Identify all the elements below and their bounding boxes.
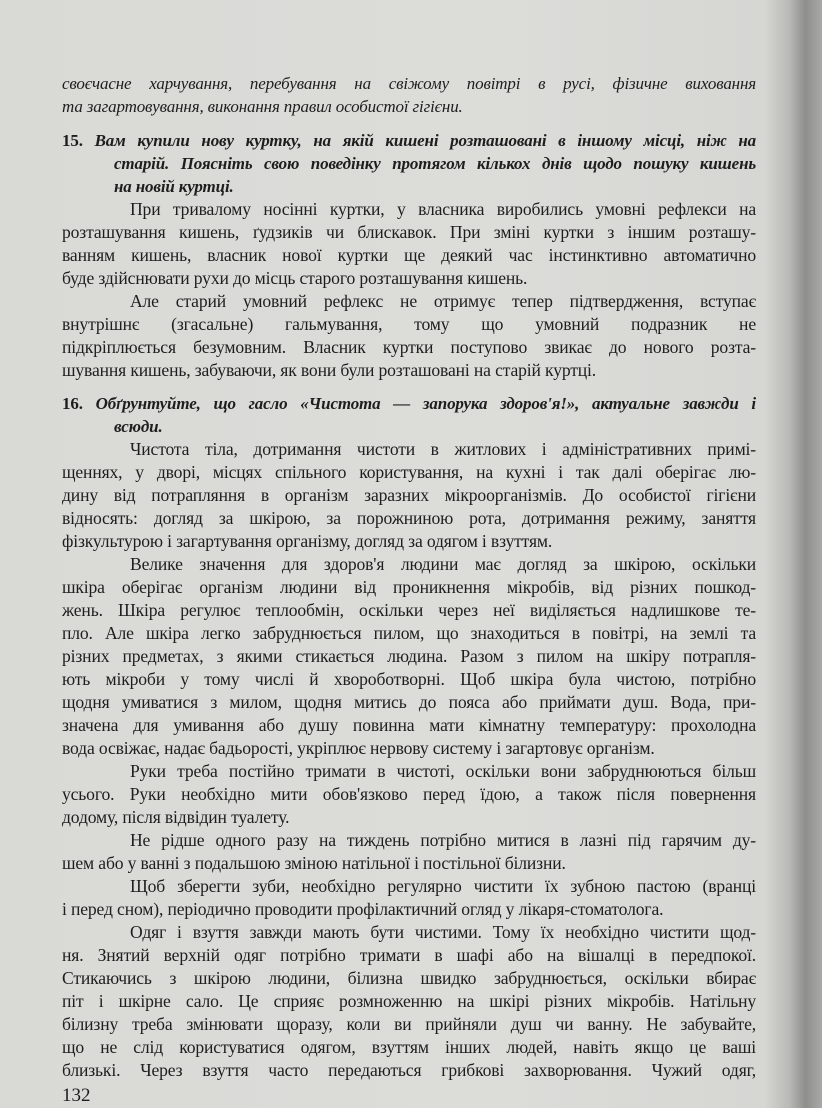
textbook-page: [62, 72, 756, 1108]
text-line: Не рідше одного разу на тиждень потрібно митися в лазні під гарячим ду-: [130, 830, 756, 850]
text-line: піт і шкірне сало. Це сприяє розмноженню на шкірі різних мікробів. Натільну: [62, 991, 756, 1011]
paragraph: [62, 921, 756, 1082]
paragraph: [62, 875, 756, 921]
answer-16: [62, 438, 756, 1082]
paragraph: [62, 829, 756, 875]
text-line: фізкультурою і загартування організму, догляд за одягом і взуттям.: [62, 531, 553, 551]
text-line: буде здійснювати рухи до місць старого розташування кишень.: [62, 268, 528, 288]
intro-text: [62, 72, 756, 118]
text-line: жень. Шкіра регулює теплообмін, оскільки через неї виділяється надлишкове те-: [62, 600, 756, 620]
text-line: пло. Але шкіра легко забруднюється пилом, що знаходиться в повітрі, на землі та: [62, 623, 756, 643]
text-line: Руки треба постійно тримати в чистоті, оскільки вони забруднюються більш: [130, 761, 756, 781]
text-line: і перед сном), періодично проводити профілактичний огляд у лікаря-стоматолога.: [62, 899, 664, 919]
text-line: вода освіжає, надає бадьорості, укріплює нервову систему і загартовує організм.: [62, 738, 655, 758]
text-line: щодня умиватися з милом, щодня митись до пояса або приймати душ. Вода, при-: [62, 692, 756, 712]
paragraph: [62, 760, 756, 829]
text-line: різних предметах, з якими стикається людина. Разом з пилом на шкіру потрапля-: [62, 646, 756, 666]
text-line: Велике значення для здоров'я людини має догляд за шкірою, оскільки: [130, 554, 756, 574]
text-line: білизну треба змінювати щоразу, коли ви прийняли душ чи ванну. Не забувайте,: [62, 1014, 756, 1034]
page-number: 132: [62, 1085, 91, 1106]
question-number: 15.: [62, 131, 83, 150]
question-number: 16.: [62, 394, 83, 413]
text-line: ють мікроби у тому числі й хвороботворні. Щоб шкіра була чистою, потрібно: [62, 669, 756, 689]
text-line: Стикаючись з шкірою людини, білизна швидко забруднюється, оскільки вбирає: [62, 968, 756, 988]
text-line: Одяг і взуття завжди мають бути чистими. Тому їх необхідно чистити щод-: [130, 922, 756, 942]
text-line: При тривалому носінні куртки, у власника виробились умовні рефлекси на: [130, 199, 756, 219]
text-line: що не слід користуватися одягом, взуттям інших людей, навіть якщо це ваші: [62, 1037, 756, 1057]
text-line: ванням кишень, власник нової куртки ще деякий час інстинктивно автоматично: [62, 245, 756, 265]
paragraph: [62, 553, 756, 760]
text-line: близькі. Через взуття часто передаються грибкові захворювання. Чужий одяг,: [62, 1060, 756, 1080]
text-line: Але старий умовний рефлекс не отримує тепер підтвердження, вступає: [130, 291, 756, 311]
question-text: всюди.: [114, 417, 163, 436]
text-line: щеннях, у дворі, місцях спільного користування, на кухні і так далі оберігає лю-: [62, 462, 756, 482]
text-line: шем або у ванні з подальшою зміною натільної і постільної білизни.: [62, 853, 566, 873]
text-line: Чистота тіла, дотримання чистоти в житлових і адміністративних примі-: [130, 439, 756, 459]
text-line: відносять: догляд за шкірою, за порожниною рота, дотримання режиму, заняття: [62, 508, 756, 528]
text-line: підкріплюється безумовним. Власник куртки поступово звикає до нового розта-: [62, 337, 756, 357]
paragraph: [62, 198, 756, 290]
text-line: своєчасне харчування, перебування на свіжому повітрі в русі, фізичне виховання: [62, 74, 756, 93]
text-line: ня. Знятий верхній одяг потрібно тримати в шафі або на вішалці в передпокої.: [62, 945, 756, 965]
question-15: [62, 129, 756, 198]
question-text: на новій куртці.: [114, 177, 234, 196]
text-line: внутрішнє (згасальне) гальмування, тому що умовний подразник не: [62, 314, 756, 334]
text-line: усього. Руки необхідно мити обов'язково перед їдою, а також після повернення: [62, 784, 756, 804]
question-text: Обґрунтуйте, що гасло «Чистота — запорука здоров'я!», актуальне завжди і: [95, 394, 756, 413]
question-text: Вам купили нову куртку, на якій кишені розташовані в іншому місці, ніж на: [94, 131, 756, 150]
paragraph: [62, 438, 756, 553]
text-line: та загартовування, виконання правил особистої гігієни.: [62, 97, 463, 116]
text-line: шування кишень, забуваючи, як вони були розташовані на старій куртці.: [62, 360, 597, 380]
text-line: розташування кишень, ґудзиків чи блискавок. При зміні куртки з іншим розташу-: [62, 222, 756, 242]
answer-15: [62, 198, 756, 382]
text-line: додому, після відвідин туалету.: [62, 807, 290, 827]
question-16: [62, 392, 756, 438]
text-line: Щоб зберегти зуби, необхідно регулярно чистити їх зубною пастою (вранці: [130, 876, 756, 896]
question-text: старій. Поясніть свою поведінку протягом кількох днів щодо пошуку кишень: [114, 154, 756, 173]
text-line: дину від потрапляння в організм заразних мікроорганізмів. До особистої гігієни: [62, 485, 756, 505]
paragraph: [62, 290, 756, 382]
text-line: значена для умивання або душу повинна мати кімнатну температуру: прохолодна: [62, 715, 756, 735]
text-line: шкіра оберігає організм людини від проникнення мікробів, від різних пошкод-: [62, 577, 756, 597]
